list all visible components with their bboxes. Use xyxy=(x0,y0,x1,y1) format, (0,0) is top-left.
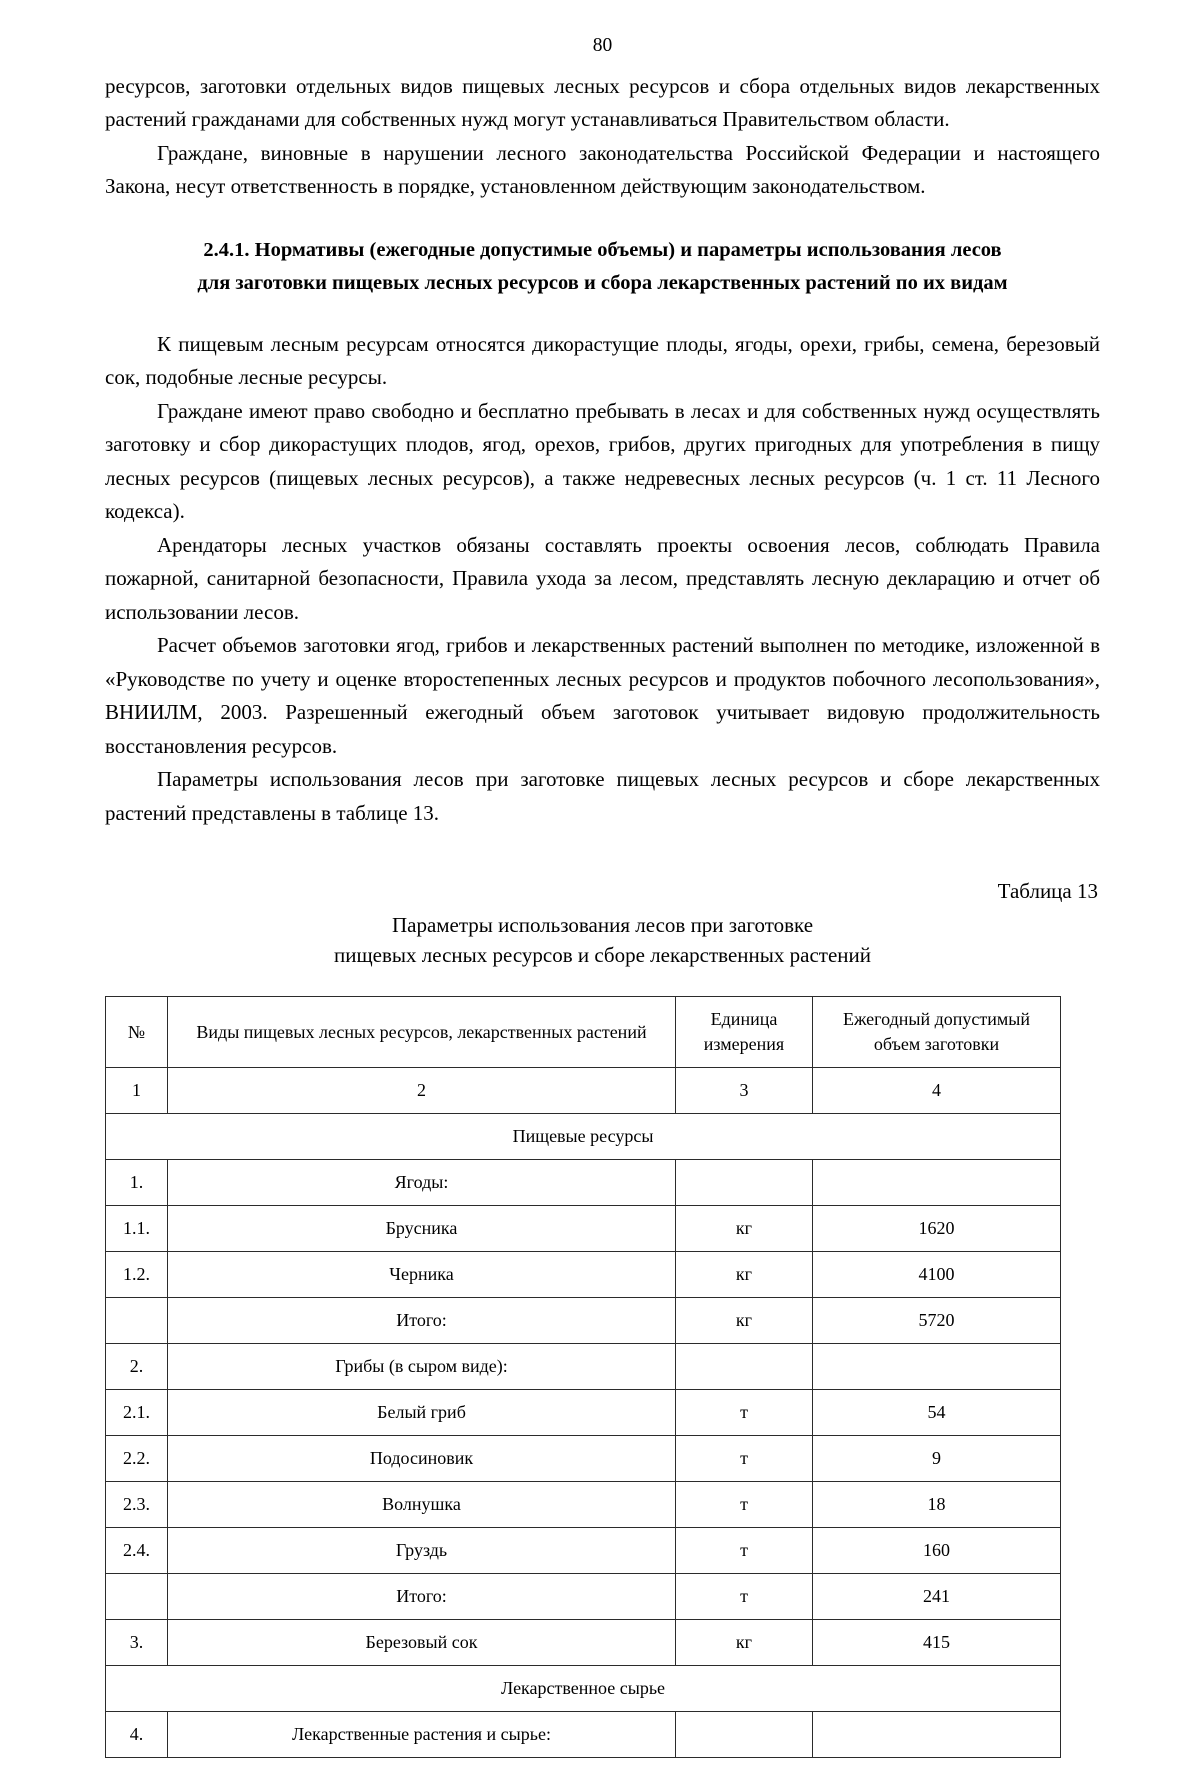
cell-name: Лекарственные растения и сырье: xyxy=(168,1712,676,1758)
table-header-row xyxy=(106,997,1061,1068)
cell-no: 2.1. xyxy=(106,1390,168,1436)
paragraph-food-resources-definition: К пищевым лесным ресурсам относятся дикорастущие плоды, ягоды, орехи, грибы, семена, березовый сок, подобные лесные ресурсы. xyxy=(105,331,1100,389)
cell-no: 1.2. xyxy=(106,1252,168,1298)
cell-no: 1.1. xyxy=(106,1206,168,1252)
paragraph-table-reference: Параметры использования лесов при заготовке пищевых лесных ресурсов и сборе лекарственных растений представлены в таблице 13. xyxy=(105,767,1100,825)
parameters-table xyxy=(105,996,1061,1758)
cell-name: Ягоды: xyxy=(168,1160,676,1206)
column-number-3: 3 xyxy=(676,1068,813,1114)
cell-volume: 4100 xyxy=(813,1252,1061,1298)
cell-unit: кг xyxy=(676,1206,813,1252)
cell-no xyxy=(106,1298,168,1344)
cell-name: Березовый сок xyxy=(168,1620,676,1666)
cell-no: 2. xyxy=(106,1344,168,1390)
cell-name: Грибы (в сыром виде): xyxy=(168,1344,676,1390)
table-caption xyxy=(105,910,1100,970)
header-cell-annual-volume: Ежегодный допустимый объем заготовки xyxy=(813,997,1061,1068)
paragraph-calculation-method: Расчет объемов заготовки ягод, грибов и лекарственных растений выполнен по методике, изложенной в «Руководстве по учету и оценке второстепенных лесных ресурсов и продуктов побочного лесопользования», ВНИИЛМ, 2003. Разрешенный ежегодный объем заготовок учитывает видовую продолжительность восстановления ресурсов. xyxy=(105,633,1100,758)
header-cell-unit: Единица измерения xyxy=(676,997,813,1068)
cell-volume xyxy=(813,1160,1061,1206)
cell-no: 4. xyxy=(106,1712,168,1758)
paragraph-citizen-rights: Граждане имеют право свободно и бесплатно пребывать в лесах и для собственных нужд осуществлять заготовку и сбор дикорастущих плодов, ягод, орехов, грибов, других пригодных для употребления в пищу лесных ресурсов (пищевых лесных ресурсов), а также недревесных лесных ресурсов (ч. 1 ст. 11 Лесного кодекса). xyxy=(105,398,1100,523)
cell-name: Черника xyxy=(168,1252,676,1298)
table-body xyxy=(106,997,1061,1758)
cell-unit: т xyxy=(676,1528,813,1574)
cell-name: Белый гриб xyxy=(168,1390,676,1436)
section-heading xyxy=(105,234,1100,300)
cell-no: 1. xyxy=(106,1160,168,1206)
cell-name: Подосиновик xyxy=(168,1436,676,1482)
table-row xyxy=(106,1298,1061,1344)
table-row xyxy=(106,1574,1061,1620)
header-cell-number: № xyxy=(106,997,168,1068)
cell-name: Брусника xyxy=(168,1206,676,1252)
cell-no: 2.2. xyxy=(106,1436,168,1482)
paragraph-liability: Граждане, виновные в нарушении лесного законодательства Российской Федерации и настоящего Закона, несут ответственность в порядке, установленном действующим законодательством. xyxy=(105,140,1100,198)
cell-no: 3. xyxy=(106,1620,168,1666)
group-label: Лекарственное сырье xyxy=(106,1666,1061,1712)
cell-unit: т xyxy=(676,1574,813,1620)
section-heading-line-2: для заготовки пищевых лесных ресурсов и сбора лекарственных растений по их видам xyxy=(197,271,1008,294)
cell-unit: кг xyxy=(676,1298,813,1344)
cell-volume: 415 xyxy=(813,1620,1061,1666)
column-number-1: 1 xyxy=(106,1068,168,1114)
table-column-number-row xyxy=(106,1068,1061,1114)
cell-unit: кг xyxy=(676,1252,813,1298)
cell-name: Волнушка xyxy=(168,1482,676,1528)
table-row xyxy=(106,1344,1061,1390)
cell-volume: 18 xyxy=(813,1482,1061,1528)
paragraph-continuation: ресурсов, заготовки отдельных видов пищевых лесных ресурсов и сбора отдельных видов лекарственных растений гражданами для собственных нужд могут устанавливаться Правительством области. xyxy=(105,73,1100,131)
table-row xyxy=(106,1160,1061,1206)
cell-no: 2.3. xyxy=(106,1482,168,1528)
cell-unit xyxy=(676,1344,813,1390)
cell-volume xyxy=(813,1344,1061,1390)
table-label: Таблица 13 xyxy=(997,879,1098,903)
cell-unit xyxy=(676,1160,813,1206)
table-row xyxy=(106,1620,1061,1666)
page-number: 80 xyxy=(592,35,613,56)
table-group-row xyxy=(106,1114,1061,1160)
table-row xyxy=(106,1206,1061,1252)
cell-unit xyxy=(676,1712,813,1758)
heading-spacer xyxy=(105,300,1100,328)
paragraph-tenant-obligations: Арендаторы лесных участков обязаны составлять проекты освоения лесов, соблюдать Правила пожарной, санитарной безопасности, Правила ухода за лесом, представлять лесную декларацию и отчет об использовании лесов. xyxy=(105,532,1100,624)
table-caption-line-1: Параметры использования лесов при заготовке xyxy=(391,913,814,937)
table-row xyxy=(106,1482,1061,1528)
cell-volume xyxy=(813,1712,1061,1758)
cell-unit: т xyxy=(676,1482,813,1528)
cell-unit: кг xyxy=(676,1620,813,1666)
cell-volume: 9 xyxy=(813,1436,1061,1482)
column-number-2: 2 xyxy=(168,1068,676,1114)
table-row xyxy=(106,1436,1061,1482)
column-number-4: 4 xyxy=(813,1068,1061,1114)
header-cell-resource-type: Виды пищевых лесных ресурсов, лекарственных растений xyxy=(168,997,676,1068)
cell-volume: 54 xyxy=(813,1390,1061,1436)
section-heading-line-1: 2.4.1. Нормативы (ежегодные допустимые объемы) и параметры использования лесов xyxy=(203,238,1002,261)
cell-name: Итого: xyxy=(168,1298,676,1344)
group-label: Пищевые ресурсы xyxy=(106,1114,1061,1160)
table-row xyxy=(106,1252,1061,1298)
cell-no xyxy=(106,1574,168,1620)
cell-name: Итого: xyxy=(168,1574,676,1620)
cell-volume: 160 xyxy=(813,1528,1061,1574)
cell-unit: т xyxy=(676,1436,813,1482)
cell-unit: т xyxy=(676,1390,813,1436)
cell-volume: 241 xyxy=(813,1574,1061,1620)
cell-no: 2.4. xyxy=(106,1528,168,1574)
table-group-row xyxy=(106,1666,1061,1712)
cell-volume: 1620 xyxy=(813,1206,1061,1252)
table-row xyxy=(106,1528,1061,1574)
table-row xyxy=(106,1712,1061,1758)
table-row xyxy=(106,1390,1061,1436)
table-caption-line-2: пищевых лесных ресурсов и сборе лекарственных растений xyxy=(334,943,871,967)
cell-volume: 5720 xyxy=(813,1298,1061,1344)
cell-name: Груздь xyxy=(168,1528,676,1574)
